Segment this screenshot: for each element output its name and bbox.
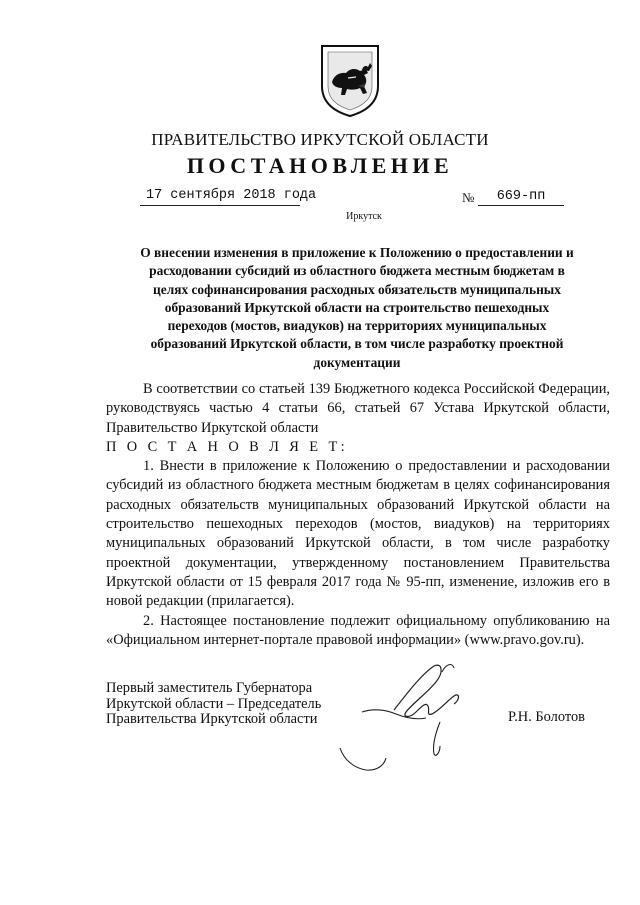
date-underline [140,205,300,206]
number-underline [478,205,564,206]
preamble-paragraph: В соответствии со статьей 139 Бюджетного кодекса Российской Федерации, руководствуясь частью 4 статьи 66, статьей 67 Устава Иркутской области, Правительство Иркутской области [106,381,610,436]
signatory-position [106,681,321,728]
resolves-heading: П О С Т А Н О В Л Я Е Т: [106,438,349,455]
document-type: ПОСТАНОВЛЕНИЕ [186,153,454,178]
number-sign: № [462,190,475,205]
title-line: целях софинансирования расходных обязательств муниципальных [153,281,561,297]
title-line: переходов (мостов, виадуков) на территориях муниципальных [167,318,547,334]
document-number: 669-пп [496,189,546,204]
title-line: расходовании субсидий из областного бюджета местным бюджетам в [149,263,565,279]
organization-name: ПРАВИТЕЛЬСТВО ИРКУТСКОЙ ОБЛАСТИ [151,130,489,149]
item-2-paragraph: 2. Настоящее постановление подлежит официальному опубликованию на «Официальном интернет-портале правовой информации» (www.pravo.gov.ru). [106,612,610,648]
position-line: Первый заместитель Губернатора [106,680,313,696]
signatory-name: Р.Н. Болотов [508,709,585,725]
title-line: документации [313,354,401,370]
position-line: Правительства Иркутской области [106,711,318,727]
city-name: Иркутск [346,211,382,222]
title-line: О внесении изменения в приложение к Положению о предоставлении и [140,245,574,260]
irkutsk-coat-of-arms-icon [318,42,382,118]
document-body [106,380,610,650]
position-line: Иркутской области – Председатель [106,695,322,712]
document-date: 17 сентября 2018 года [146,188,317,203]
handwritten-signature [336,652,486,776]
document-title [104,244,610,372]
title-line: образований Иркутской области на строительство пешеходных [164,299,550,315]
title-line: образований Иркутской области, в том числе разработку проектной [150,336,564,352]
item-1-paragraph: 1. Внести в приложение к Положению о предоставлении и расходовании субсидий из областного бюджета местным бюджетам в целях софинансирования расходных обязательств муниципальных образований Иркутской области на строительство пешеходных переходов (мостов, виадуков) на территориях муниципальных образований Иркутской области, в том числе разработку проектной документации, утвержденному постановлением Правительства Иркутской области от 15 февраля 2017 года № 95-пп, изменение, изложив его в новой редакции (прилагается). [106,458,610,610]
